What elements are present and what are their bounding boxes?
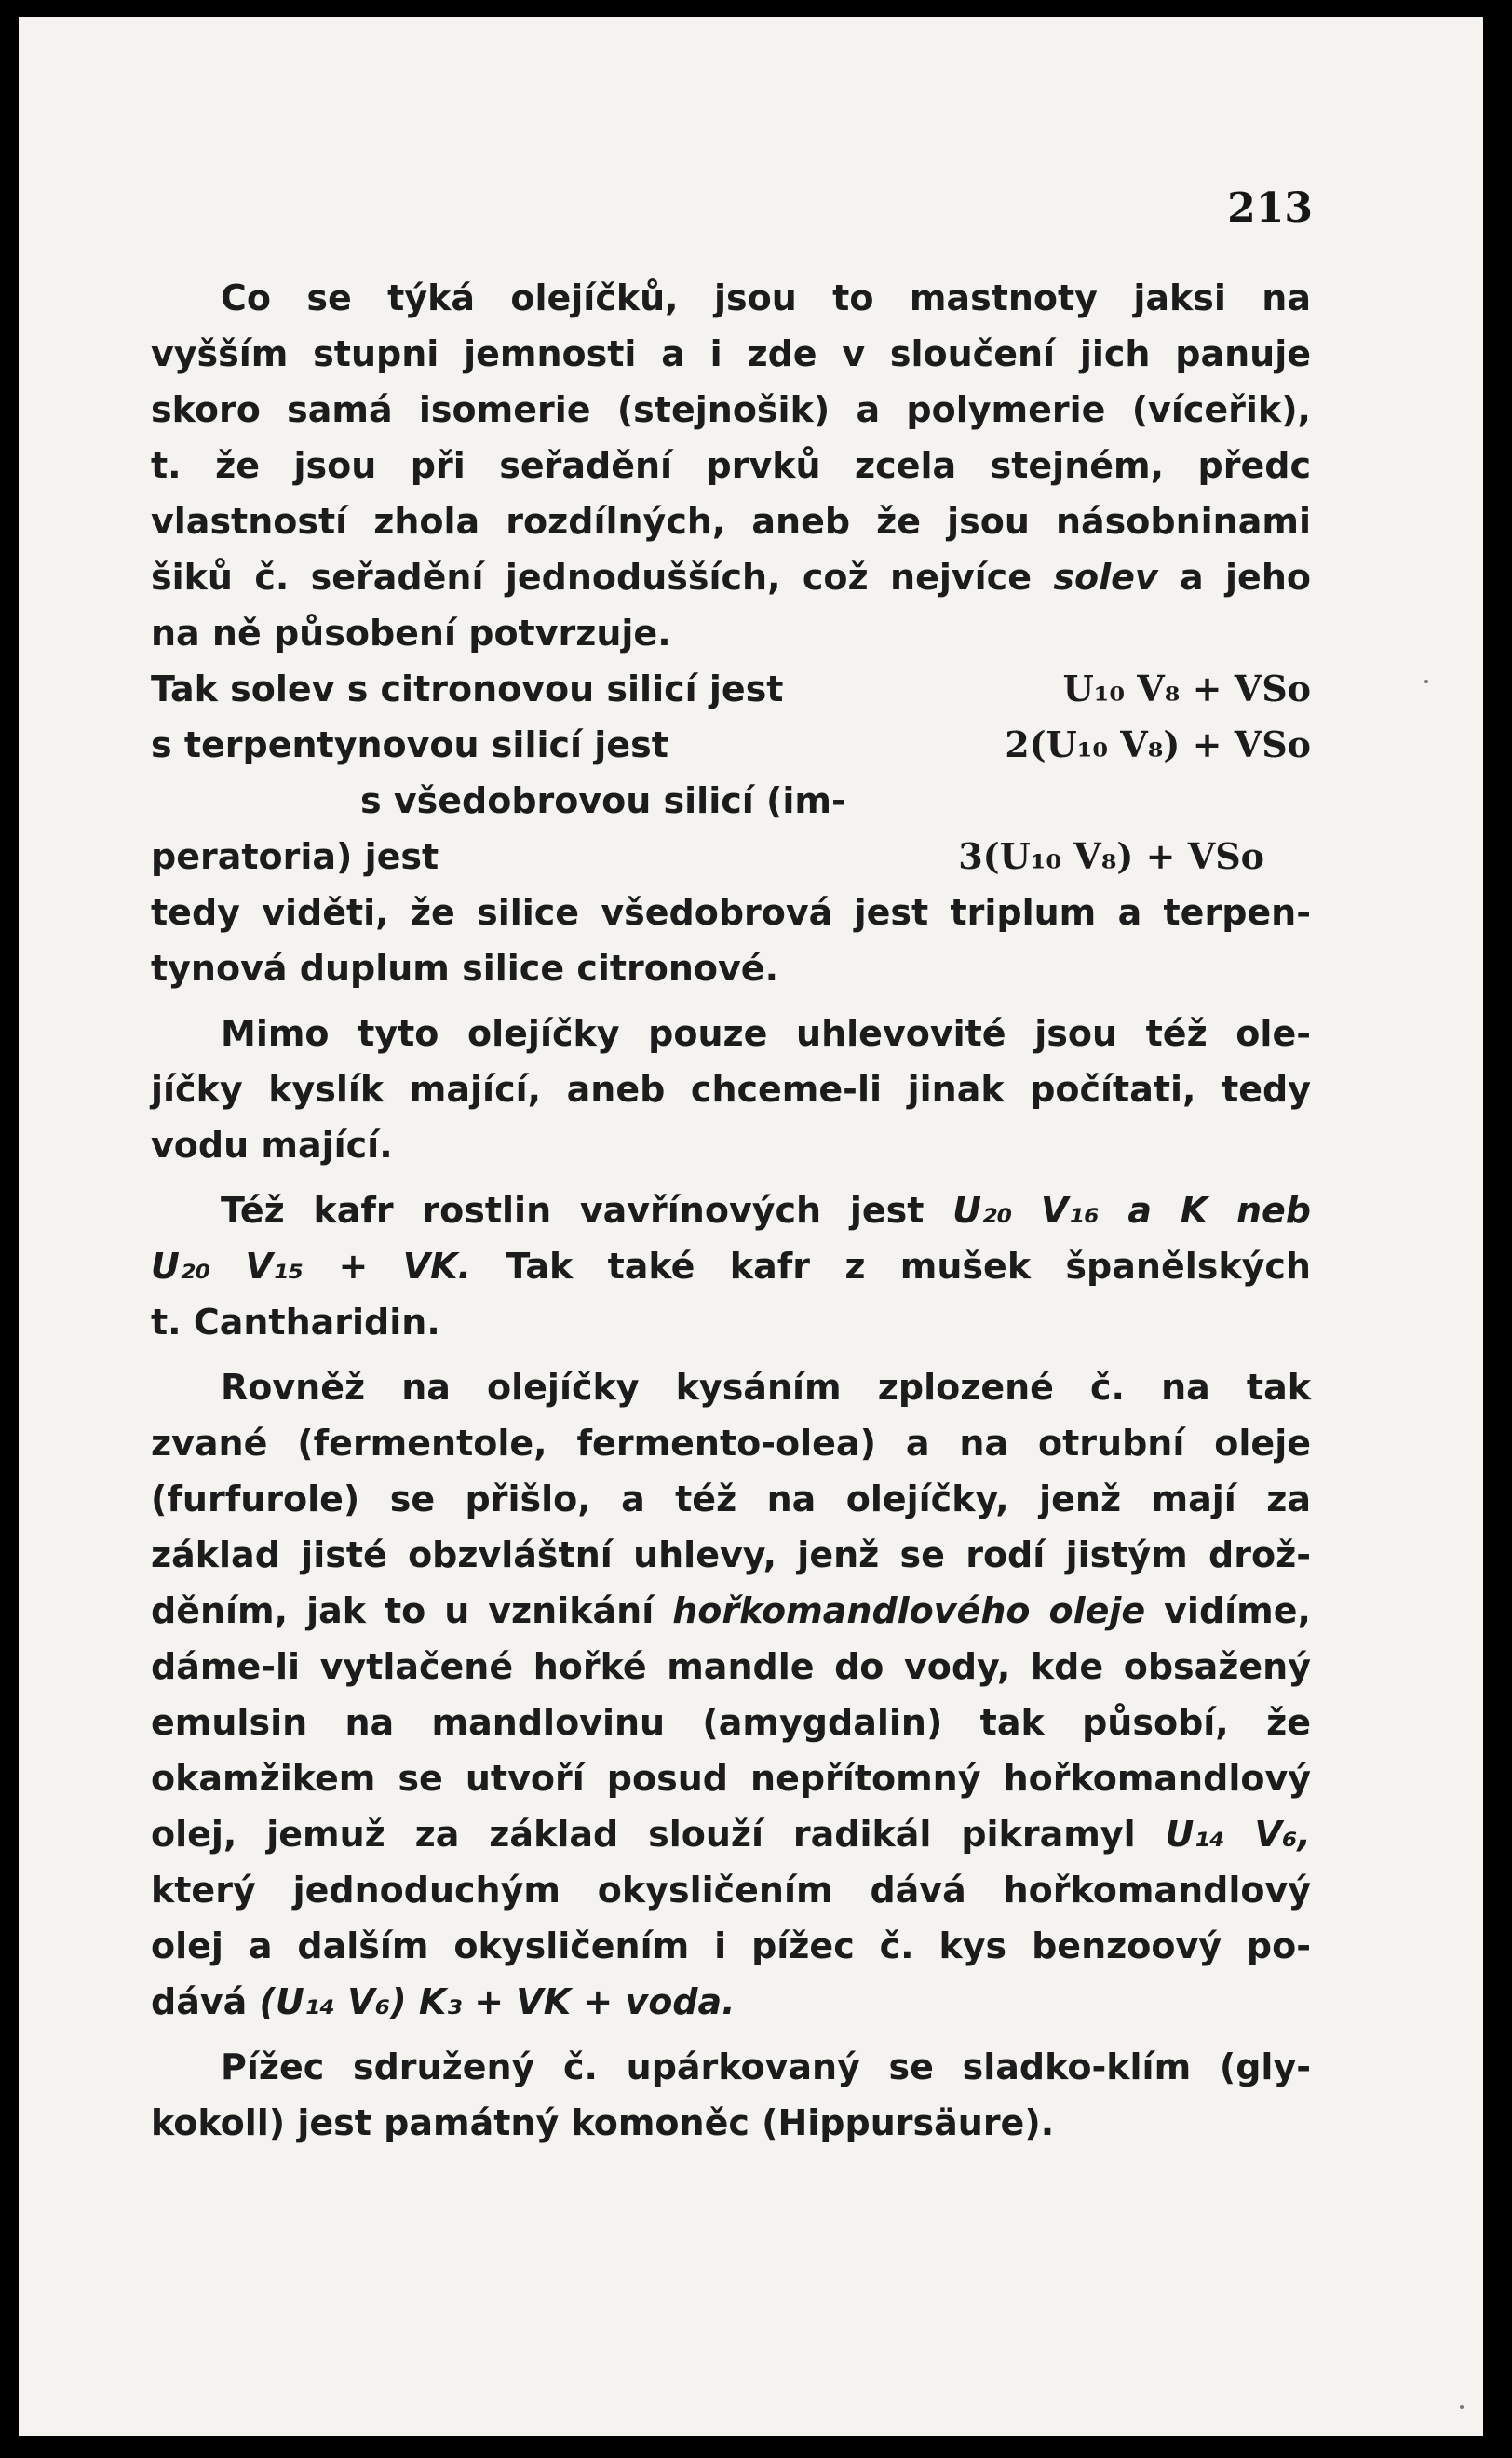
text-line bbox=[151, 1974, 1311, 2030]
text-line: t. Cantharidin. bbox=[151, 1302, 440, 1343]
book-page bbox=[19, 17, 1483, 2436]
text-line bbox=[151, 1806, 1311, 1862]
text-line: kokoll) jest památný komoněc (Hippursäure). bbox=[151, 2102, 1055, 2143]
text-line bbox=[151, 1238, 1311, 1294]
italic-term: hořkomandlového oleje bbox=[672, 1590, 1146, 1631]
text-line: emulsin na mandlovinu (amygdalin) tak působí, že bbox=[151, 1702, 1311, 1743]
formula-inline: (U₁₄ V₆) K₃ + VK + voda. bbox=[259, 1981, 736, 2022]
formula-label: s terpentynovou silicí jest bbox=[151, 724, 668, 765]
text-fragment: děním, jak to u vznikání bbox=[151, 1590, 655, 1631]
formula-citron: U₁₀ V₈ + VSo bbox=[1062, 668, 1311, 709]
text-line: dáme-li vytlačené hořké mandle do vody, kde obsažený bbox=[151, 1646, 1311, 1687]
text-line: tedy viděti, že silice všedobrová jest triplum a terpen- bbox=[151, 892, 1311, 933]
text-line: zvané (fermentole, fermento-olea) a na otrubní oleje bbox=[151, 1423, 1311, 1464]
text-line: vodu mající. bbox=[151, 1125, 393, 1166]
text-fragment: a jeho bbox=[1180, 557, 1311, 598]
text-line: s všedobrovou silicí (im- bbox=[360, 780, 846, 821]
text-line: na ně působení potvrzuje. bbox=[151, 613, 671, 654]
formula-line bbox=[151, 829, 1311, 885]
italic-term: solev bbox=[1053, 557, 1158, 598]
text-line: Pížec sdružený č. upárkovaný se sladko-klím (gly- bbox=[221, 2046, 1311, 2087]
page-body bbox=[151, 270, 1311, 2151]
formula-inline: U₂₀ V₁₆ a K neb bbox=[952, 1190, 1311, 1231]
text-line: skoro samá isomerie (stejnošik) a polymerie (víceřik), bbox=[151, 389, 1311, 430]
text-line: Rovněž na olejíčky kysáním zplozené č. na tak bbox=[221, 1367, 1311, 1408]
formula-label: Tak solev s citronovou silicí jest bbox=[151, 669, 784, 709]
text-line: který jednoduchým okysličením dává hořkomandlový bbox=[151, 1870, 1311, 1911]
formula-label: peratoria) jest bbox=[151, 836, 439, 877]
text-line bbox=[151, 1182, 1311, 1238]
text-fragment: Též kafr rostlin vavřínových jest bbox=[221, 1190, 925, 1231]
text-fragment: šiků č. seřadění jednodušších, což nejvíce bbox=[151, 557, 1032, 598]
text-fragment: Tak také kafr z mušek španělských bbox=[506, 1246, 1311, 1287]
text-line: t. že jsou při seřadění prvků zcela stejném, předc bbox=[151, 445, 1311, 486]
text-fragment: dává bbox=[151, 1981, 248, 2022]
text-line bbox=[151, 549, 1311, 605]
text-line: tynová duplum silice citronové. bbox=[151, 948, 779, 989]
text-line: Mimo tyto olejíčky pouze uhlevovité jsou též ole- bbox=[221, 1013, 1311, 1054]
text-line: okamžikem se utvoří posud nepřítomný hořkomandlový bbox=[151, 1758, 1311, 1799]
text-line: olej a dalším okysličením i pížec č. kys benzoový po- bbox=[151, 1925, 1311, 1966]
formula-inline: U₂₀ V₁₅ + VK. bbox=[151, 1246, 471, 1287]
text-line: Co se týká olejíčků, jsou to mastnoty jaksi na bbox=[221, 277, 1311, 318]
paper-speck bbox=[1424, 680, 1428, 683]
formula-inline: U₁₄ V₆, bbox=[1165, 1814, 1311, 1855]
page-number: 213 bbox=[1227, 184, 1313, 232]
formula-line bbox=[151, 661, 1311, 717]
text-fragment: vidíme, bbox=[1164, 1590, 1311, 1631]
text-line bbox=[151, 1583, 1311, 1639]
formula-terpentyn: 2(U₁₀ V₈) + VSo bbox=[1005, 723, 1311, 765]
text-line: (furfurole) se přišlo, a též na olejíčky, jenž mají za bbox=[151, 1479, 1311, 1519]
text-line: vyšším stupni jemnosti a i zde v sloučení jich panuje bbox=[151, 333, 1311, 374]
text-line: vlastností zhola rozdílných, aneb že jsou násobninami bbox=[151, 501, 1311, 542]
text-line: jíčky kyslík mající, aneb chceme-li jinak počítati, tedy bbox=[151, 1069, 1311, 1110]
formula-imperatoria: 3(U₁₀ V₈) + VSo bbox=[958, 835, 1264, 877]
text-line: základ jisté obzvláštní uhlevy, jenž se rodí jistým drož- bbox=[151, 1534, 1311, 1575]
text-fragment: olej, jemuž za základ slouží radikál pikramyl bbox=[151, 1814, 1136, 1855]
paper-speck bbox=[1460, 2405, 1464, 2409]
formula-line bbox=[151, 717, 1311, 773]
